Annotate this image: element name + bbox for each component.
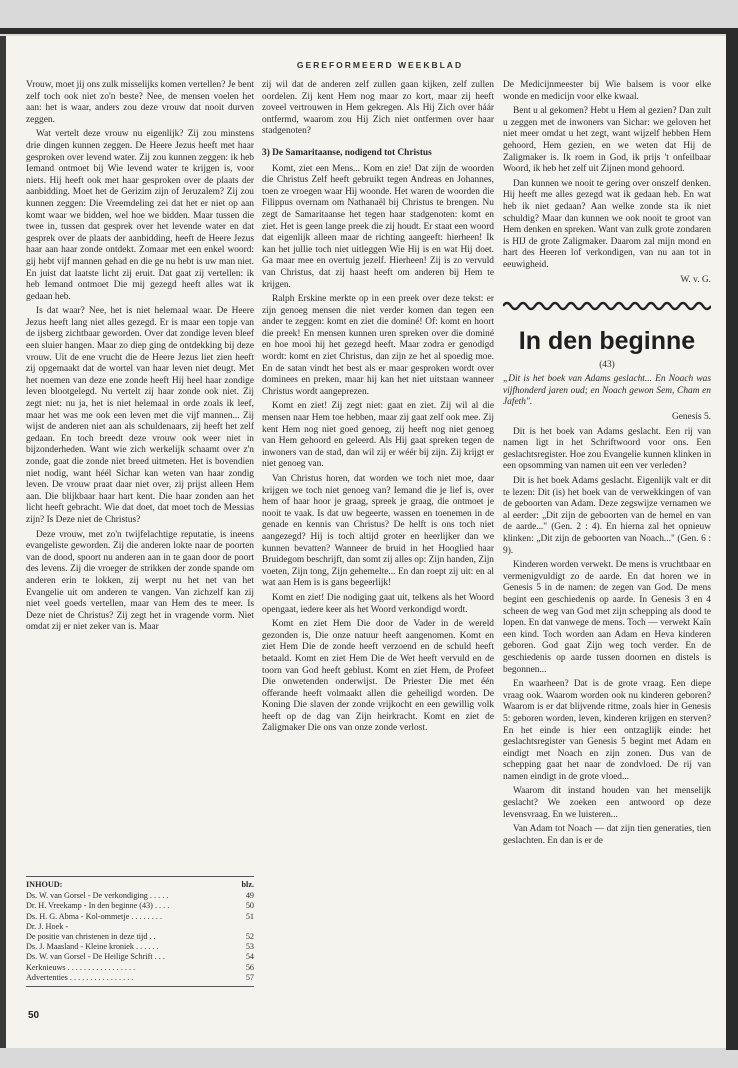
toc-row [26,932,254,942]
toc-heading: INHOUD: [26,880,63,889]
signature: W. v. G. [680,274,711,285]
paragraph: De Medicijnmeester bij Wie balsem is voor elke wonde en medicijn voor elke kwaal. [503,80,711,102]
toc-row [26,891,254,901]
paragraph: Wat vertelt deze vrouw nu eigenlijk? Zij zou minstens drie dingen kunnen zeggen. De Heere Jezus heeft met haar gesproken over levend water. Zij zou kunnen zeggen: ik heb Iemand ontmoet bij Wie levend water te krijgen is, voor niets. Hij heeft ook met haar gesproken over de plaats der aanbidding. Moet het de Gerizim zijn of Jeruzalem? Zij zou kunnen zeggen: Die Vreemdeling zei dat het er niet op aan komt waar we bidden, wel hoe we bidden. Maar tussen die twee in, tussen dat gesprek over het levende water en dat gesprek over de plaats der aanbidding, heeft de Heere Jezus haar aan haar zonde ontdekt. Zomaar met een enkel woord: gij hebt vijf mannen gehad en die ge nu hebt is uw man niet. En juist dat laatste licht zij eruit. Dat gaat zij vertellen: ik heb Iemand ontmoet Die mij gezegd heeft alles wat ik gedaan heb. [26,129,254,302]
section-heading: 3) De Samaritaanse, nodigend tot Christus [262,147,432,158]
column-right [503,80,711,980]
toc-page: 54 [245,952,254,962]
quote-reference: Genesis 5. [671,412,711,423]
toc-title: Kerknieuws . . . . . . . . . . . . . . . . . [26,962,136,972]
toc-title: Dr. J. Hoek - [26,921,69,931]
toc-row [26,901,254,911]
toc-row [26,942,254,952]
paragraph: Dit is het boek Adams geslacht. Eigenlijk valt er dit te lezen: Dit (is) het boek van de verwekkingen of van de geboorten van Adam. Deze zegswijze vernamen we al eerder: „Dit zijn de geboorten van de hemel en van de aarde..." (Gen. 2 : 4). En hierna zal het opnieuw klinken: „Dit zijn de geboorten van Noach..." (Gen. 6 : 9). [503,476,711,556]
paragraph: Komt en ziet! Die nodiging gaat uit, telkens als het Woord opengaat, iedere keer als het Woord verkondigd wordt. [262,592,494,615]
article-number: (43) [599,359,615,370]
table-of-contents [26,876,254,987]
paragraph: En waarheen? Dat is de grote vraag. Een diepe vraag ook. Waarom worden ook nu kinderen geboren? Waarom is er dat blijvende ritme, zoals hier in Genesis 5: geboren worden, leven, kinderen krijgen en sterven? En het einde is hier een ontzaglijk einde: het geslachtsregister van Genesis 5 begint met Adam en eindigt met Noach en zijn zonen. Dus van de schepping gaat het naar de zondvloed. De rij van namen eindigt in de grote vloed... [503,679,711,782]
toc-row [26,973,254,983]
toc-page-label: blz. [241,880,254,889]
paragraph: Is dat waar? Nee, het is niet helemaal waar. De Heere Jezus heeft lang niet alles gezegd. Er is maar een topje van de ijsberg zichtbaar geworden. Over dat zondige leven bleef een sluier hangen. Maar zo diep ging de ontdekking bij deze vrouw. Uit de ene vrucht die de Heere Jezus liet zien heeft zij opgemaakt dat de wortel van haar leven niet deugt. Met het noemen van deze ene zonde heeft Hij heel haar zondige leven blootgelegd. Nu vertelt zij haar zonde ook niet. Zij zegt niet: nu ja, het is niet helemaal in orde zoals ik leef, maar het was me ook een leven met die vijf mannen... Zij wijst de anderen niet aan als schuldenaars, zij heeft het zelf gedaan. En toch breedt deze vrouw ook weer niet in bijzonderheden. Want wie zich werkelijk schaamt over z'n zonde, gaat die zonde niet breed uitmeten. Het is bovendien niet nodig, want héél Sichar kan weten van haar zondig leven. De vrouw praat daar niet over, zij prijst alleen Hem aan. Die blijkbaar haar hart kent. Die haar zonden aan het licht heeft gebracht. Wie dat doet, dat moet toch de Messias zijn? Is Deze niet de Christus? [26,306,254,525]
paragraph: Vrouw, moet jij ons zulk misselijks komen vertellen? Je bent zelf toch ook niet zo'n beste? Nee, de mensen voelen het aan: het is waar, anders zou deze vrouw dat nooit durven zeggen. [26,80,254,125]
paragraph: Van Christus horen, dat worden we toch niet moe, daar krijgen we toch niet genoeg van? Iemand die je lief is, over hem of haar hoor je graag, spreek je graag, die ontmoet je nooit te vaak. Is dat uw begeerte, wassen en toenemen in de genade en kennis van Christus? De helft is ons toch niet aangezegd? Hij is toch altijd groter en heerlijker dan we kunnen bevatten? Wanneer de bruid in het Hooglied haar Bruidegom beschrijft, dan somt zij alles op: Zijn handen, Zijn voeten, Zijn tong, Zijn gehemelte... En dan roept zij uit: en al wat aan Hem is is gans begeerlijk! [262,474,494,589]
paragraph: Komt en ziet Hem Die door de Vader in de wereld gezonden is, Die onze natuur heeft aangenomen. Komt en ziet Hem Die de zonde heeft verzoend en de schuld heeft betaald. Komt en ziet Hem Die de Wet heeft vervuld en de toorn van God heeft geblust. Komt en ziet Hem, de Profeet Die onwetenden onderwijst. De Priester Die met één offerande heeft volmaakt allen die geheiligd worden. De Koning Die slaven der zonde vrijkocht en een gewillig volk heeft op de dag van Zijn heirkracht. Komt en ziet de Zaligmaker Die ons van onze zonde verlost. [262,619,494,734]
toc-page: 49 [245,891,254,901]
toc-page: 52 [245,932,254,942]
toc-header [26,880,254,890]
toc-title: Ds. H. G. Abma - Kol-ommetje . . . . . . . . [26,911,162,921]
toc-row [26,912,254,922]
column-left [26,80,254,870]
paragraph: Ralph Erskine merkte op in een preek over deze tekst: er zijn genoeg mensen die niet verder komen dan tegen een ander te zeggen: komt en ziet die dominé! Of: komt en hoort die preek! En mensen kunnen uren spreken over die dominé en hoe mooi hij het gezegd heeft. Maar zodra er genodigd wordt: komt en ziet Christus, dan zijn ze het al spoedig moe. En de satan vindt het best als er maar gesproken wordt over dominees en preken, maar hij kan het niet uitstaan wanneer Christus wordt aangeprezen. [262,294,494,397]
page-number: 50 [28,1010,40,1021]
toc-title: Dr. H. Vreekamp - In den beginne (43) . . . . [26,901,170,911]
toc-title: Ds. W. van Gorsel - De verkondiging . . . . . [26,891,169,901]
toc-page: 53 [245,942,254,952]
toc-page: 51 [245,911,254,921]
toc-page: 50 [245,901,254,911]
paragraph: zij wil dat de anderen zelf zullen gaan kijken, zelf zullen oordelen. Zij kent Hem nog maar zo kort, maar zij heeft zoveel vertrouwen in Hem gekregen. Als Hij Zich over háár ontfermd, waarom zou Hij Zich niet ontfermen over haar stadgenoten? [262,80,494,137]
bible-quote: „Dit is het boek van Adams geslacht... En Noach was vijfhonderd jaren oud; en Noach gewon Sem, Cham en Jafeth". [503,374,711,408]
toc-title: Ds. J. Maasland - Kleine kroniek . . . . . . [26,942,159,952]
paragraph: Dan kunnen we nooit te gering over onszelf denken. Hij heeft me alles gezegd wat ik gedaan heb. En wat heb ik niet gedaan? Aan welke zonde sta ik niet schuldig? Maar dan kunnen we ook nooit te groot van Hem denken en spreken. Want van zulk grote zondaren is HIJ de grote Zaligmaker. Daarom zal mijn mond en hart des Heeren lof verkondigen, van nu aan tot in eeuwigheid. [503,178,711,270]
paragraph: Deze vrouw, met zo'n twijfelachtige reputatie, is ineens evangeliste geworden. Zij die anderen lokte naar de poorten van de dood, spoort nu anderen aan in te gaan door de poort des levens. Zij die vroeger de strikken der zonde spande om anderen erin te lokken, zij werpt nu het net van het Evangelie uit om anderen te vangen. Van zichzelf kan zij niet veel goeds vertellen, maar van Hem des te meer. Is Deze niet de Christus? Zij zegt het in vragende vorm. Niet omdat zij er niet zeker van is. Maar [26,529,254,633]
toc-title: Ds. W. van Gorsel - De Heilige Schrift . . . [26,952,165,962]
toc-row [26,922,254,932]
masthead: GEREFORMEERD WEEKBLAD [296,60,464,70]
toc-title: Advertenties . . . . . . . . . . . . . . . . [26,972,134,982]
paragraph: Waarom dit instand houden van het menselijk geslacht? We zoeken een antwoord op deze levensvraag. En we luisteren... [503,786,711,820]
paragraph: Van Adam tot Noach — dat zijn tien generaties, tien geslachten. En dan is er de [503,824,711,846]
article-title: In den beginne [518,326,696,355]
paragraph: Dit is het boek van Adams geslacht. Een rij van namen ligt in het Schriftwoord voor ons. Een geslachtsregister. Hoe zou Evangelie kunnen klinken in een opsomming van namen uit een ver verleden? [503,426,711,472]
toc-row [26,952,254,962]
toc-page: 57 [245,972,254,982]
paragraph: Bent u al gekomen? Hebt u Hem al gezien? Dan zult u zeggen met de inwoners van Sichar: we geloven het niet meer omdat u het zegt, want wijzelf hebben Hem gehoord, Hem gezien, en we weten dat Hij de Zaligmaker is. Ik roem in God, ik prijs 't onfeilbaar Woord, ik heb het zelf uit Zijnen mond gehoord. [503,106,711,175]
scan-right-edge [726,30,738,1050]
paragraph: Komt en ziet! Zij zegt niet: gaat en ziet. Zij wil al die mensen naar Hem toe hebben, maar zij gaat zelf ook mee. Zij kent Hem nog niet goed genoeg, zij heeft nog niet genoeg van Hem gehoord en geleerd. Als Hij gaat spreken tegen de inwoners van de stad, dan wil zij er wéér bij zijn. Zij krijgt er niet genoeg van. [262,401,494,470]
column-middle [262,80,494,980]
toc-title: De positie van christenen in deze tijd . . [26,932,156,942]
wave-divider [503,299,711,313]
toc-page [236,922,254,932]
paragraph: Komt, ziet een Mens... Kom en zie! Dat zijn de woorden die Christus Zelf heeft gebruikt tegen Andreas en Johannes, toen ze vroegen waar Hij woonde. Het waren de woorden die Filippus overnam om Nathanaël bij Christus te brengen. Nu zegt de Samaritaanse het tegen haar stadgenoten: komt en ziet. Het is geen lange preek die zij houdt. Er staat een woord dat eigenlijk alleen maar de richting aangeeft: hierheen! Ik kan het jullie toch niet uitleggen Wie Hij is en wat Hij doet. Ga maar mee en overtuig jezelf. Hierheen! Zij is zo vervuld van Christus, dat zij haast heeft om anderen bij Hem te krijgen. [262,163,494,290]
scan-top-border [0,28,738,34]
toc-row [26,963,254,973]
toc-page: 56 [245,962,254,972]
paragraph: Kinderen worden verwekt. De mens is vruchtbaar en vermenigvuldigt zo de aarde. En dat horen we in Genesis 5 in de namen: de zegen van God. De mens begint een geschiedenis op aarde. In Genesis 3 en 4 scheen de weg van God met zijn schepping als dood te lopen. En dat vanwege de mens. Toch — verwekt Kaïn een kind. Toch worden aan Adam en Heva kinderen geboren. God gaat Zijn weg toch verder. En de geschiedenis op aarde tussen doornen en distels is begonnen... [503,560,711,675]
